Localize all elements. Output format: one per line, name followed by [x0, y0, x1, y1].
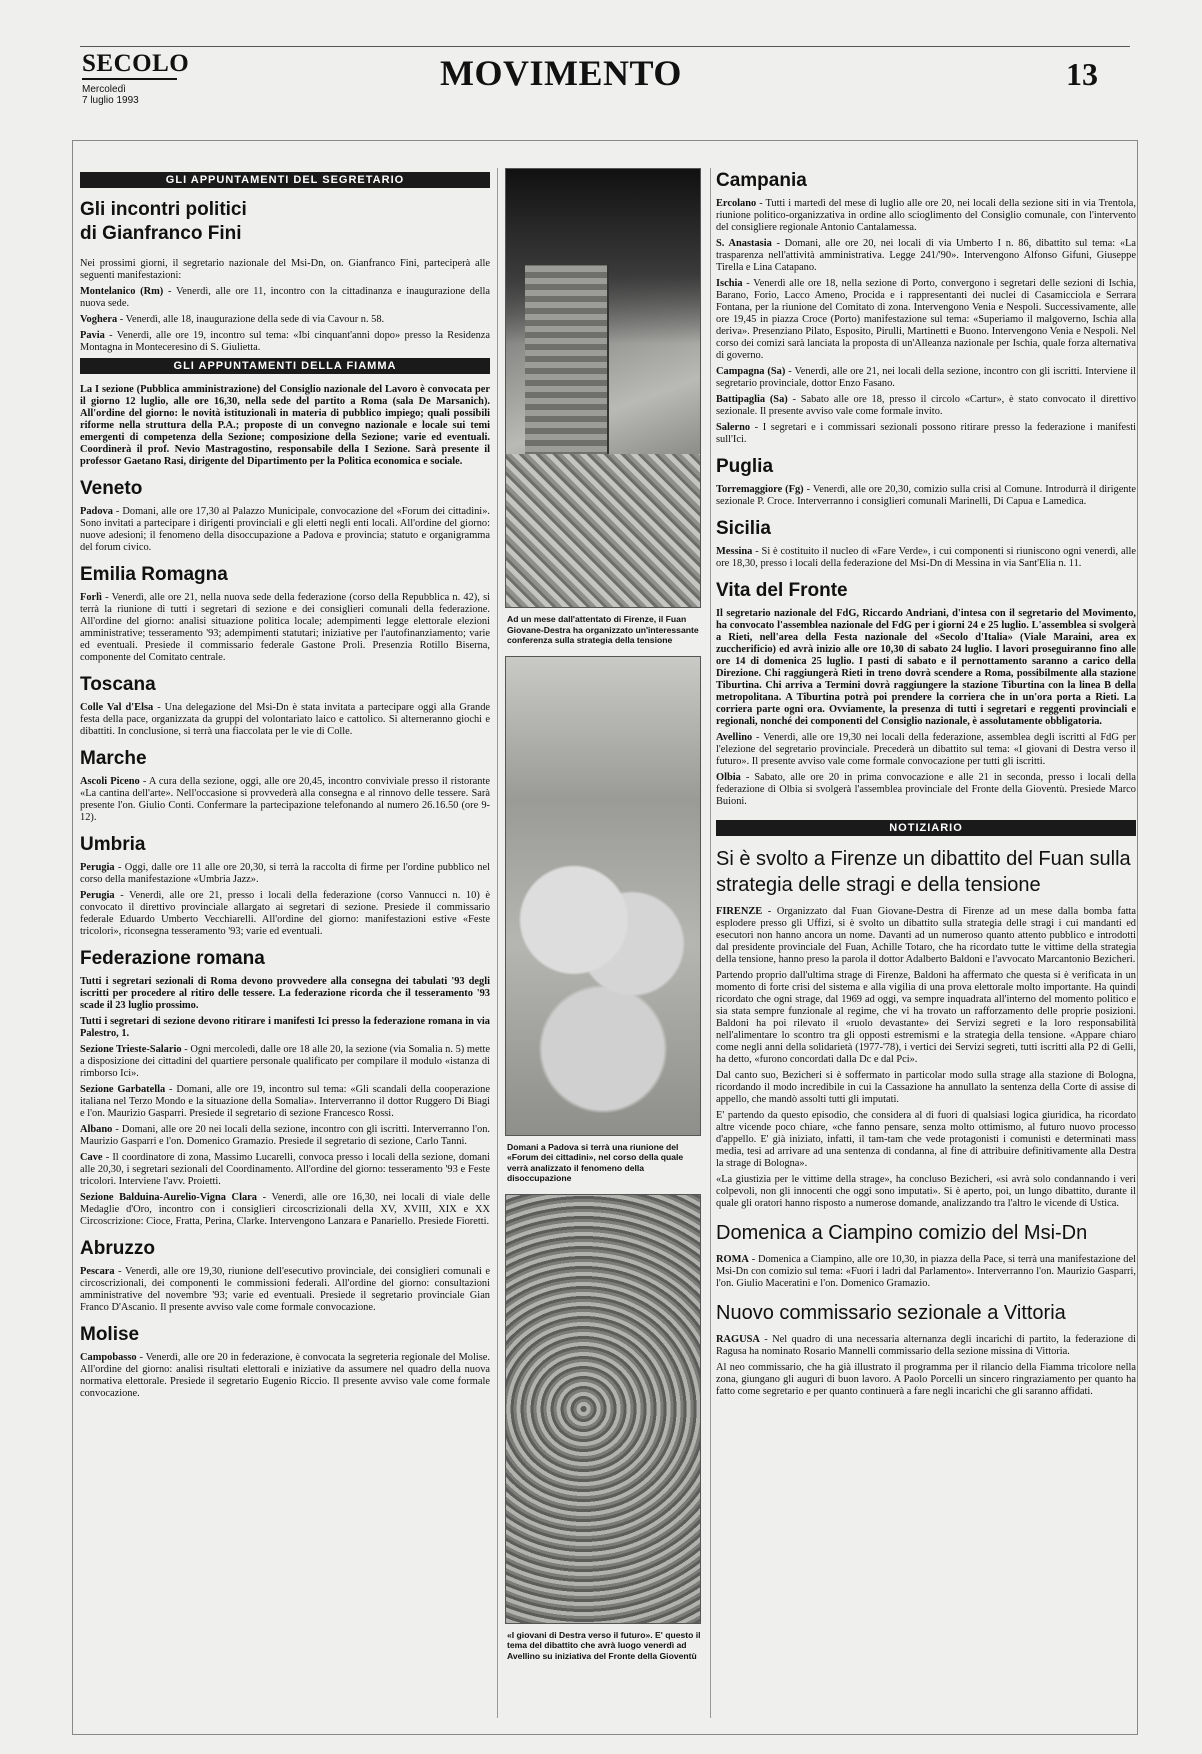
notice-text: - Venerdì, alle ore 20 in federazione, è convocata la segreteria regionale del Molise. All'ordine del giorno: analisi risultati elettorali e iniziative da assumere nel quadro della nuova normativa elettorale. Presiede il segretario Eugenio Riccio. Il presente avviso vale come formale convocazione. [80, 1352, 490, 1399]
notice-text: - Oggi, dalle ore 11 alle ore 20,30, si terrà la raccolta di firme per l'ordine pubblico nel corso della manifestazione «Umbria Jazz». [80, 862, 490, 885]
region-sicilia-items [716, 546, 1136, 570]
region-campania-title: Campania [716, 170, 807, 191]
notice-place: Ischia [716, 278, 743, 289]
notice-place: Pavia [80, 330, 105, 341]
notice-text: - Ogni mercoledì, dalle ore 18 alle 20, la sezione (via Somalia n. 5) mette a disposizione dei cittadini del quartiere personale qualificato per compilare il modulo «istanza di rimborso Ici». [80, 1044, 490, 1079]
roma-notice-2: Tutti i segretari di sezione devono ritirare i manifesti Ici presso la federazione romana in via Palestro, 1. [80, 1016, 490, 1039]
issue-date [82, 84, 139, 106]
notice-text: - Venerdì, alle ore 16,30, nei locali di viale delle Medaglie d'Oro, incontro con i consiglieri circoscrizionali della XV, XVIII, XIX e XX Circoscrizione: Cioce, Fratta, Perina, Clarke. Intervengono Lanzara e Panariello. Presiede Fioretti. [80, 1192, 490, 1227]
notice-item [716, 546, 1136, 570]
notice-text: - Sabato alle ore 18, presso il circolo «Cartur», è stato convocato il direttivo sezionale. Il presente avviso vale come formale invito. [716, 394, 1136, 417]
fini-headline [80, 198, 490, 246]
notice-text: - Venerdì, alle ore 19,30, riunione dell'esecutivo provinciale, dei consiglieri comunali e circoscrizionali, dei componenti le commissioni federali. All'ordine del giorno: consultazioni amministrative del novembre '93; varie ed eventuali. Presiede il segretario provinciale Gian Franco D'Ascanio. Il presente avviso vale come formale convocazione. [80, 1266, 490, 1313]
notice-text: - Il coordinatore di zona, Massimo Lucarelli, convoca presso i locali della sezione, domani alle 20,30, i segretari sezionali del Coordinamento. All'ordine del giorno: tesseramento '93 e Feste tricolori. Interviene l'avv. Proietti. [80, 1152, 490, 1187]
notice-item [80, 1266, 490, 1314]
fini-headline-line2: di Gianfranco Fini [80, 223, 242, 244]
notice-text: - Domani, alle ore 17,30 al Palazzo Municipale, convocazione del «Forum dei cittadini». Sono invitati a partecipare i dirigenti provinciali e gli eletti negli enti locali. All'ordine del giorno: nuove adesioni; il fenomeno della disoccupazione a Padova e provincia; statuto e organigramma del forum civico. [80, 506, 490, 553]
notice-place: Olbia [716, 772, 741, 783]
fuan-paragraph-3: Dal canto suo, Bezicheri si è soffermato in particolar modo sulla strage alla stazione di Bologna, ricordando il modo incredibile in cui la Cassazione ha annullato la sentenza della Corte di assise di appello, che mandò assolti tutti gli imputati. [716, 1070, 1136, 1105]
notice-text: - Venerdì, alle ore 21, presso i locali della federazione (corso Vannucci n. 10) è convocato il direttivo provinciale allargato ai segretari di sezione. Presiede il commissario federale Eduardo Umberto Vecchiarelli. All'ordine del giorno: manifestazioni estive «Feste tricolori», riconsegna tesseramento '93; varie ed eventuali. [80, 890, 490, 937]
notice-text: - A cura della sezione, oggi, alle ore 20,45, incontro conviviale presso il ristorante «La cantina dell'arte». Nell'occasione si provvederà alla consegna e al rinnovo delle tessere. Sarà presente l'on. Giulio Conti. Confermare la partecipazione telefonando al numero 26.16.50 (ore 9-12). [80, 776, 490, 823]
right-column [716, 168, 1136, 1402]
notice-place: Perugia [80, 862, 115, 873]
notice-place: Albano [80, 1124, 113, 1135]
notice-place: Ascoli Piceno [80, 776, 140, 787]
fini-items [80, 286, 490, 354]
issue-day: Mercoledì [82, 84, 126, 95]
notice-item [80, 890, 490, 938]
notice-place: Sezione Garbatella [80, 1084, 166, 1095]
region-toscana-items [80, 702, 490, 738]
photo-bombing-site [505, 168, 701, 608]
roma-notice-1: Tutti i segretari sezionali di Roma devono provvedere alla consegna dei tabulati '93 degli iscritti per procedere al ritiro delle tessere. La federazione ricorda che il tesseramento '93 scade il 23 luglio prossimo. [80, 976, 490, 1011]
notice-item [80, 330, 490, 354]
vittoria-text-2: Al neo commissario, che ha già illustrato il programma per il rilancio della Fiamma tricolore nella zona, giungano gli auguri di buon lavoro. A Paolo Porcelli un sincero ringraziamento per quanto ha fatto come segretario e per quanto continuerà a fare negli incarichi che gli saranno affidati. [716, 1362, 1136, 1397]
fuan-dateline: FIRENZE [716, 906, 763, 917]
region-emilia-items [80, 592, 490, 664]
notice-place: Montelanico (Rm) [80, 286, 164, 297]
fuan-paragraph-4: E' partendo da questo episodio, che considera al di fuori di qualsiasi logica giuridica, ha ricordato altre vicende poco chiare, «che fanno pensare, senza molto ottimismo, al futuro nuovo processo d'appello. E' già iniziato, infatti, il tam-tam che vede protagonisti i comunisti e determinati mass media, tesi ad arrivare ad una sentenza di condanna, al fine di attribuire definitivamente alla Destra la strage di Bologna». [716, 1110, 1136, 1169]
notice-item [716, 366, 1136, 390]
notice-place: S. Anastasia [716, 238, 772, 249]
notice-place: Salerno [716, 422, 751, 433]
region-roma-items [80, 1044, 490, 1228]
region-sicilia-title: Sicilia [716, 518, 771, 539]
notice-item [80, 1044, 490, 1080]
fiamma-notice: La I sezione (Pubblica amministrazione) del Consiglio nazionale del Lavoro è convocata per il giorno 12 luglio, alle ore 16,30, nella sede del partito a Roma (sala De Marsanich). All'ordine del giorno: le novità istituzionali in materia di pubblico impiego; quali possibili riforme nella struttura della P.A.; proposte di un convegno nazionale e locale sui temi emergenti di competenza della Sezione; composizione della Sezione; varie ed eventuali. Coordinerà il prof. Nevio Mastragostino, responsabile della I Sezione. Sarà presente il professor Gaetano Rasi, dirigente del Dipartimento per la Politica economica e sociale. [80, 384, 490, 467]
notice-item [80, 1192, 490, 1228]
notice-place: Sezione Trieste-Salario [80, 1044, 182, 1055]
notice-place: Torremaggiore (Fg) [716, 484, 804, 495]
region-campania-items [716, 198, 1136, 446]
region-emilia-title: Emilia Romagna [80, 564, 228, 585]
vittoria-body-1: - Nel quadro di una necessaria alternanza degli incarichi di partito, la federazione di Ragusa ha nominato Rosario Mannelli commissario della sezione missina di Vittoria. [716, 1334, 1136, 1357]
notice-text: - Domani, alle ore 19, incontro sul tema: «Gli scandali della cooperazione italiana nel Terzo Mondo e la situazione della Somalia». Interverranno il dottor Ruggero Di Biagi e l'on. Maurizio Gasparri. Presiede il segretario di sezione Francesco Rossi. [80, 1084, 490, 1119]
region-marche-items [80, 776, 490, 824]
notice-item [716, 394, 1136, 418]
vittoria-text-1 [716, 1334, 1136, 1358]
notice-item [80, 286, 490, 310]
notice-text: - Venerdì, alle ore 19, incontro sul tema: «Ibi cinquant'anni dopo» presso la Residenza Montagna in Monteceresino di S. Giulietta. [80, 330, 490, 353]
notice-item [80, 314, 490, 326]
photo-rubble [506, 454, 700, 607]
ciampino-text [716, 1254, 1136, 1290]
vittoria-dateline: RAGUSA [716, 1334, 760, 1345]
top-rule [80, 46, 1130, 47]
ciampino-dateline: ROMA [716, 1254, 749, 1265]
notice-text: - Domani, alle ore 20, nei locali di via Umberto I n. 86, dibattito sul tema: «La trasparenza nell'attività amministrativa. Legge 241/'90». Intervengono Alfonso Gifuni, Giuseppe Tirella e Lina Catapano. [716, 238, 1136, 273]
photo-caption-3: «I giovani di Destra verso il futuro». E' questo il tema del dibattito che avrà luogo venerdì ad Avellino su iniziativa del Fronte della Gioventù [507, 1629, 701, 1661]
notice-item [716, 772, 1136, 808]
fronte-title: Vita del Fronte [716, 580, 848, 601]
notice-place: Ercolano [716, 198, 757, 209]
notice-text: - Tutti i martedì del mese di luglio alle ore 20, nei locali della sezione siti in via Trentola, riunione politico-organizzativa in ordine allo scioglimento del Consiglio comunale, con l'intervento del consigliere regionale Antonio Cantalamessa. [716, 198, 1136, 233]
region-roma-title: Federazione romana [80, 948, 265, 969]
ciampino-body: - Domenica a Ciampino, alle ore 10,30, in piazza della Pace, si terrà una manifestazione del Msi-Dn con comizio sul tema: «Fuori i ladri dal Parlamento». Interverranno l'on. Maurizio Gasparri, l'on. Giulio Maceratini e l'on. Domenico Gramazio. [716, 1254, 1136, 1289]
page-number: 13 [1066, 56, 1098, 92]
notice-item [80, 862, 490, 886]
fuan-headline: Si è svolto a Firenze un dibattito del Fuan sulla strategia delle stragi e della tensione [716, 848, 1131, 896]
ciampino-headline: Domenica a Ciampino comizio del Msi-Dn [716, 1222, 1088, 1244]
vittoria-headline: Nuovo commissario sezionale a Vittoria [716, 1302, 1066, 1324]
region-marche-title: Marche [80, 748, 147, 769]
notice-text: - I segretari e i commissari sezionali possono ritirare presso la federazione i manifesti sull'Ici. [716, 422, 1136, 445]
notice-item [716, 238, 1136, 274]
notice-item [80, 1124, 490, 1148]
notice-text: - Venerdì, alle 18, inaugurazione della sede di via Cavour n. 58. [117, 314, 385, 325]
notice-text: - Una delegazione del Msi-Dn è stata invitata a partecipare oggi alla Grande festa della pace, organizzata da gruppi del volontariato laico e cattolico. Si alterneranno giochi e dibattiti. In conclusione, si terrà una fiaccolata per le vie di Colle. [80, 702, 490, 737]
notice-text: - Venerdì alle ore 18, nella sezione di Porto, convergono i segretari delle sezioni di Ischia, Barano, Forio, Lacco Ameno, Procida e i rappresentanti dei nuclei di Casamicciola e Serrara Fontana, per la riunione del Comitato di zona. Intervengono Venia e Nespoli. Successivamente, alle ore 19,45 in piazza Croce (Porto) manifestazione sul tema: «Superiamo il malgoverno, Ischia alla deriva». Presenziano Pilato, Esposito, Pirulli, Martinetti e Buono. Intervengono Venia e Nespoli. Nel corso dei comizi sarà lanciata la proposta di un'Alleanza nazionale per Ischia, quale forza alternativa di governo. [716, 278, 1136, 361]
notice-place: Sezione Balduina-Aurelio-Vigna Clara [80, 1192, 257, 1203]
masthead: SECOLO [82, 50, 190, 77]
photo-padova-aerial [505, 656, 701, 1136]
photo-caption-1: Ad un mese dall'attentato di Firenze, il Fuan Giovane-Destra ha organizzato un'interessante conferenza sulla strategia della tensione [507, 614, 699, 645]
column-divider-left [497, 168, 498, 1718]
photo-crowd [505, 1194, 701, 1624]
photo-caption-2: Domani a Padova si terrà una riunione del «Forum dei cittadini», nel corso della quale verrà analizzato il fenomeno della disoccupazione [507, 1141, 684, 1183]
notice-place: Avellino [716, 732, 753, 743]
notice-item [716, 198, 1136, 234]
masthead-rule [82, 78, 177, 80]
photo-column [505, 168, 705, 1671]
issue-date-text: 7 luglio 1993 [82, 95, 139, 106]
notice-place: Pescara [80, 1266, 115, 1277]
notice-item [716, 278, 1136, 362]
fronte-items [716, 732, 1136, 808]
notice-item [80, 506, 490, 554]
notice-item [80, 776, 490, 824]
notice-place: Padova [80, 506, 113, 517]
fuan-paragraph-1 [716, 906, 1136, 966]
notice-text: - Venerdì, alle ore 20,30, comizio sulla crisi al Comune. Introdurrà il dirigente sezionale P. Croce. Interverranno i consiglieri comunali Marinelli, Di Capua e Lamedica. [716, 484, 1136, 507]
notice-item [80, 592, 490, 664]
notice-text: - Venerdì, alle ore 21, nei locali della sezione, incontro con gli iscritti. Interviene il segretario provinciale, dottor Enzo Fasano. [716, 366, 1136, 389]
region-toscana-title: Toscana [80, 674, 156, 695]
section-title: MOVIMENTO [440, 53, 682, 93]
notice-text: - Domani, alle ore 20 nei locali della sezione, incontro con gli iscritti. Interverranno l'on. Maurizio Gasparri e l'on. Domenico Gramazio. Presiede il segretario di sezione, Carlo Tanni. [80, 1124, 490, 1147]
notice-place: Voghera [80, 314, 118, 325]
fini-headline-line1: Gli incontri politici [80, 199, 247, 220]
notice-text: - Venerdì, alle ore 11, incontro con la cittadinanza e inaugurazione della nuova sede. [80, 286, 490, 309]
region-umbria-title: Umbria [80, 834, 146, 855]
region-abruzzo-title: Abruzzo [80, 1238, 155, 1259]
column-divider-right [710, 168, 711, 1718]
notice-item [80, 1152, 490, 1188]
region-veneto-items [80, 506, 490, 554]
notice-text: - Venerdì, alle ore 21, nella nuova sede della federazione (corso della Repubblica n. 42), si terrà la riunione di tutti i segretari di sezione e dei consiglieri comunali della federazione. All'ordine del giorno: analisi situazione politica locale; adempimenti legge elettorale elezioni amministrative; tesseramento '93; adempimenti statutari; iniziative per l'autofinanziamento; varie ed eventuali. Presiede il commissario federale Gastone Proli. Presenzia Rotillo Biserna, componente del Comitato centrale. [80, 592, 490, 663]
notice-text: - Venerdì, alle ore 19,30 nei locali della federazione, assemblea degli iscritti al FdG per l'elezione del segretario provinciale. Precederà un dibattito sul tema: «I giovani di Destra verso il futuro». Il presente avviso vale come formale convocazione per tutti gli iscritti. [716, 732, 1136, 767]
notice-place: Messina [716, 546, 753, 557]
notice-place: Campagna (Sa) [716, 366, 786, 377]
notice-item [716, 422, 1136, 446]
notice-text: - Sabato, alle ore 20 in prima convocazione e alle 21 in seconda, presso i locali della federazione di Olbia si svolgerà l'assemblea provinciale del Fronte della Gioventù. Presiede Marco Buioni. [716, 772, 1136, 807]
region-molise-title: Molise [80, 1324, 140, 1345]
notice-place: Forlì [80, 592, 102, 603]
fuan-paragraph-2: Partendo proprio dall'ultima strage di Firenze, Baldoni ha affermato che questa si è verificata in un momento di forte crisi del sistema e alla vigilia di una prova elettorale molto importante. Ha quindi ricordato che ogni strage, dal 1969 ad oggi, va sempre inquadrata all'interno del momento politico e sia stata sempre funzionale al regime, che vi ha trovato un rafforzamento delle proprie posizioni. Baldoni ha poi rilevato il «ruolo devastante» dei Servizi segreti e la loro responsabilità nell'alimentare lo scontro tra gli opposti estremismi e la strategia della tensione. «Appare chiaro come negli anni della solidarietà (1977-'78), i vertici dei Servizi segreti, tutti iscritti alla P2 di Gelli, ha detto, «furono concordati dalla Dc e dal Pci». [716, 970, 1136, 1065]
left-column [80, 168, 490, 1404]
notice-text: - Si è costituito il nucleo di «Fare Verde», i cui componenti si riuniscono ogni venerdì, alle ore 18,30, presso i locali della federazione del Msi-Dn di Messina in via Sant'Elia n. 11. [716, 546, 1136, 569]
notice-place: Battipaglia (Sa) [716, 394, 788, 405]
secretary-bar: GLI APPUNTAMENTI DEL SEGRETARIO [80, 172, 490, 188]
notice-place: Perugia [80, 890, 115, 901]
notiziario-bar: NOTIZIARIO [716, 820, 1136, 836]
fuan-paragraph-1-text: - Organizzato dal Fuan Giovane-Destra di Firenze ad un mese dalla bomba fatta esplodere presso gli Uffizi, si è svolto un dibattito sulla strategia delle stragi i cui mandanti ed esecutori non hanno ancora un nome. Davanti ad un numeroso quanto attento pubblico e introdotti dal presidente provinciale del Fuan, Achille Totaro, che ha ricordato tutte le vittime della strategia della tensione, hanno preso la parola il dottor Adalberto Baldoni e l'avvocato Marcantonio Bezicheri. [716, 906, 1136, 965]
notice-item [80, 702, 490, 738]
notice-place: Colle Val d'Elsa [80, 702, 154, 713]
region-umbria-items [80, 862, 490, 938]
notice-place: Campobasso [80, 1352, 137, 1363]
region-puglia-items [716, 484, 1136, 508]
notice-item [80, 1084, 490, 1120]
notice-item [716, 484, 1136, 508]
fronte-notice: Il segretario nazionale del FdG, Riccardo Andriani, d'intesa con il segretario del Movimento, ha convocato l'assemblea nazionale del FdG per i giorni 24 e 25 luglio. L'assemblea si svolgerà a Rieti, nell'area della Festa nazionale del «Secolo d'Italia» (Viale Maraini, area ex zuccherificio) ed avrà inizio alle ore 10,30 di sabato 24 luglio. I lavori proseguiranno fino alle ore 14 di domenica 25 luglio. I pasti di sabato e il pernottamento saranno a carico della Direzione. Chi raggiungerà Rieti in treno dovrà scendere a Roma, possibilmente alla stazione Tiburtina. Chi arriva a Termini dovrà raggiungere la stazione Tiburtina con la linea B della metropolitana. A Tiburtina potrà poi prendere la corriera che in un'ora porta a Rieti. La corriera parte ogni ora. Ovviamente, la presenza di tutti i segretari e reggenti provinciali e regionali, nonché dei componenti del Consiglio nazionale, è assolutamente obbligatoria. [716, 608, 1136, 727]
notice-place: Cave [80, 1152, 103, 1163]
fini-intro: Nei prossimi giorni, il segretario nazionale del Msi-Dn, on. Gianfranco Fini, parteciperà alle seguenti manifestazioni: [80, 258, 490, 281]
notice-item [80, 1352, 490, 1400]
fuan-paragraph-5: «La giustizia per le vittime della strage», ha concluso Bezicheri, «si avrà solo condannando i veri colpevoli, non gli innocenti che oggi sono imputati». Si è aperto, poi, un lungo dibattito, durante il quale gli oratori hanno risposto a numerose domande, analizzando tra l'altro le vicende di Ustica. [716, 1174, 1136, 1209]
notice-item [716, 732, 1136, 768]
region-veneto-title: Veneto [80, 478, 143, 499]
region-abruzzo-items [80, 1266, 490, 1314]
fiamma-bar: GLI APPUNTAMENTI DELLA FIAMMA [80, 358, 490, 374]
region-molise-items [80, 1352, 490, 1400]
region-puglia-title: Puglia [716, 456, 774, 477]
